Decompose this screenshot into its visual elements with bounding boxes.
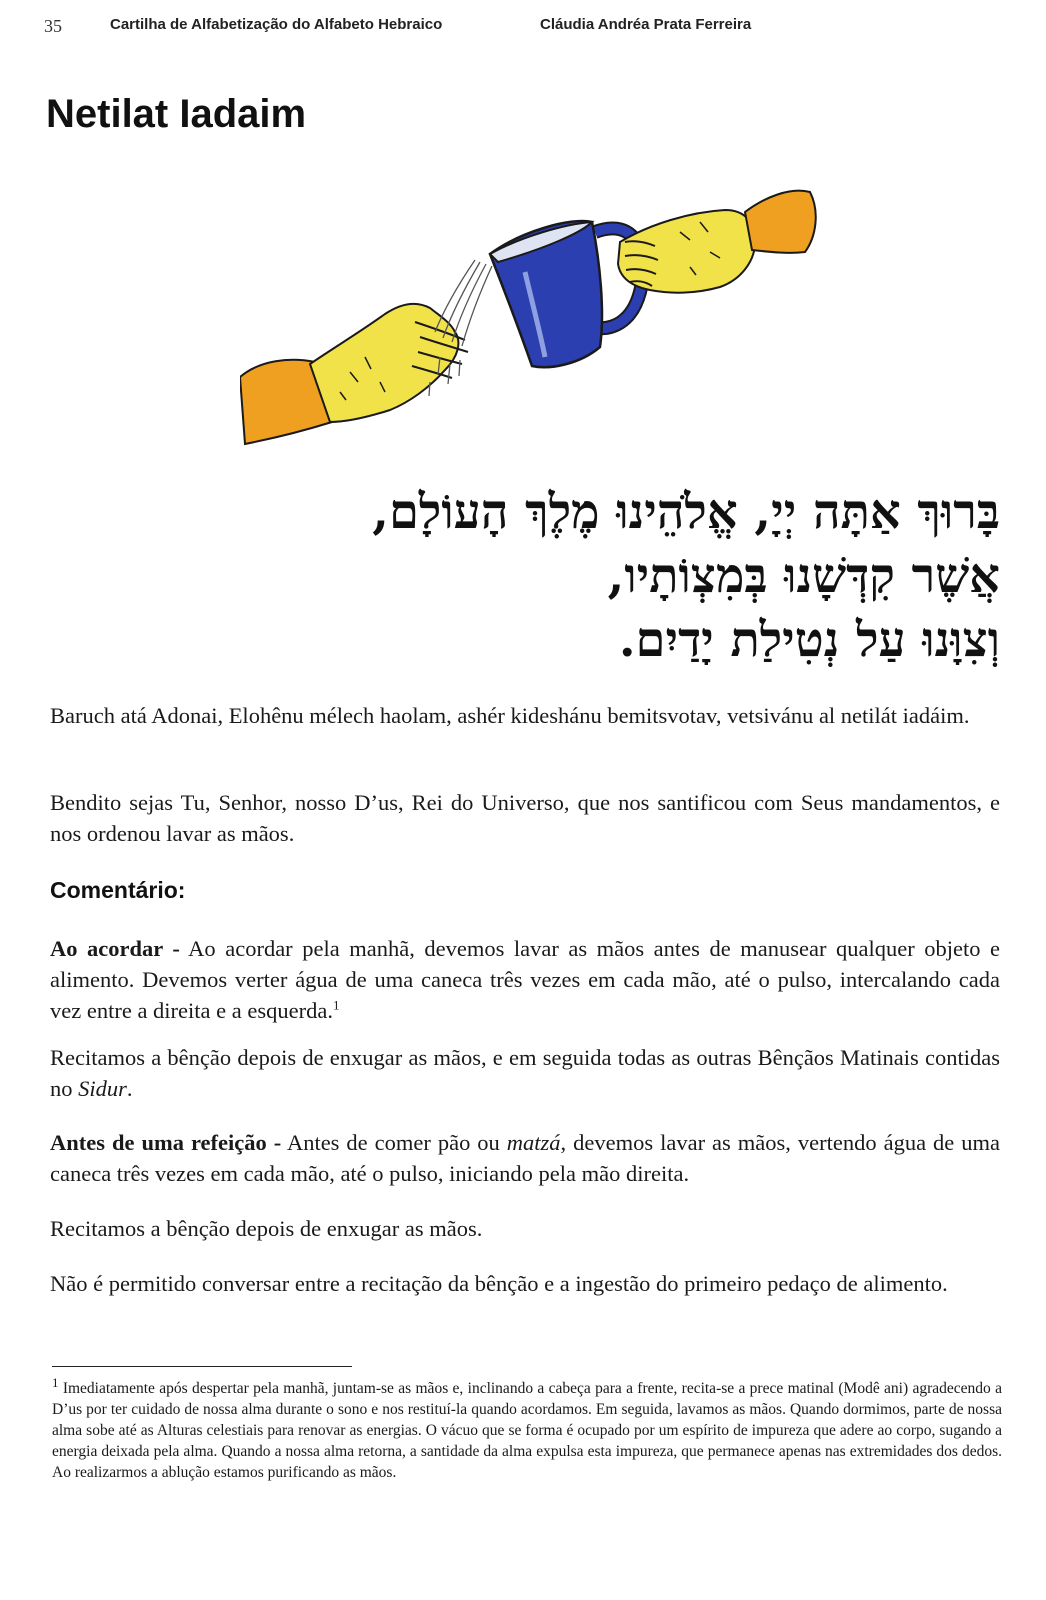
commentary-heading: Comentário: bbox=[50, 877, 186, 903]
left-hand bbox=[310, 304, 458, 422]
transliteration: Baruch atá Adonai, Elohênu mélech haolam, ashér kideshánu bemitsvotav, vetsivánu al netilát iadáim. bbox=[50, 703, 970, 728]
hands-washing-cup-illustration bbox=[240, 182, 820, 452]
footnote-divider bbox=[52, 1366, 352, 1367]
commentary-paragraph-morning bbox=[50, 933, 1000, 1026]
paragraph-text: , devemos lavar as mãos, vertendo água de uma caneca três vezes em cada mão, até o pulso, iniciando pela mão direita. bbox=[50, 1130, 1000, 1186]
commentary-paragraph-recite: Recitamos a bênção depois de enxugar as mãos. bbox=[50, 1216, 483, 1241]
commentary-paragraph-no-talking: Não é permitido conversar entre a recitação da bênção e a ingestão do primeiro pedaço de alimento. bbox=[50, 1271, 948, 1296]
running-header bbox=[0, 14, 1046, 38]
footnote-text: Imediatamente após despertar pela manhã, juntam-se as mãos e, inclinando a cabeça para a frente, recita-se a prece matinal (Modê ani) agradecendo a D’us por ter cuidado de nossa alma durante o sono e nos restituí-la quando acordamos. Em seguida, lavamos as mãos. Quando dormimos, parte de nossa alma sobe até as Alturas celestiais para renovar as energias. O vácuo que se forma é ocupado por um espírito de impureza que adere ao corpo, sugando a energia deixada pela alma. Quando a nossa alma retorna, a santidade da alma expulsa esta impureza, que permanece apenas nas extremidades dos dedos. Ao realizarmos a ablução estamos purificando as mãos. bbox=[52, 1380, 1002, 1481]
paragraph-text: Recitamos a bênção depois de enxugar as mãos, e em seguida todas as outras Bênçãos Matinais contidas no bbox=[50, 1045, 1000, 1101]
author-name: Cláudia Andréa Prata Ferreira bbox=[540, 16, 752, 33]
hebrew-line: בָּרוּךְ אַתָּה יְיָ, אֱלֹהֵינוּ מֶלֶךְ הָעוֹלָם, bbox=[372, 484, 1000, 540]
footnote-number: 1 bbox=[52, 1374, 59, 1390]
page-title: Netilat Iadaim bbox=[46, 92, 307, 136]
book-title: Cartilha de Alfabetização do Alfabeto Hebraico bbox=[110, 16, 443, 33]
commentary-paragraph-meal bbox=[50, 1127, 1000, 1189]
paragraph-text: Ao acordar pela manhã, devemos lavar as mãos antes de manusear qualquer objeto e alimento. Devemos verter água de uma caneca três vezes em cada mão, até o pulso, intercalando cada vez entre a direita e a esquerda. bbox=[50, 936, 1000, 1023]
right-sleeve bbox=[745, 191, 816, 253]
paragraph-lead: Antes de uma refeição - bbox=[50, 1130, 282, 1155]
paragraph-lead: Ao acordar - bbox=[50, 936, 180, 961]
page-number: 35 bbox=[44, 16, 62, 36]
hebrew-line: וְצִוָּנוּ עַל נְטִילַת יָדַיִם. bbox=[618, 612, 1000, 668]
translation: Bendito sejas Tu, Senhor, nosso D’us, Rei do Universo, que nos santificou com Seus mandamentos, e nos ordenou lavar as mãos. bbox=[50, 790, 1000, 846]
footnote-reference[interactable]: 1 bbox=[332, 997, 340, 1013]
hebrew-blessing bbox=[300, 480, 1000, 672]
commentary-paragraph-blessings bbox=[50, 1042, 1000, 1104]
hebrew-line: אֲשֶׁר קִדְּשָׁנוּ בְּמִצְוֹתָיו, bbox=[607, 548, 1000, 604]
italic-term: matzá bbox=[506, 1130, 561, 1155]
paragraph-text: . bbox=[126, 1076, 133, 1101]
italic-term: Sidur bbox=[78, 1076, 127, 1101]
footnote bbox=[52, 1374, 1002, 1483]
paragraph-text: Antes de comer pão ou bbox=[281, 1130, 507, 1155]
